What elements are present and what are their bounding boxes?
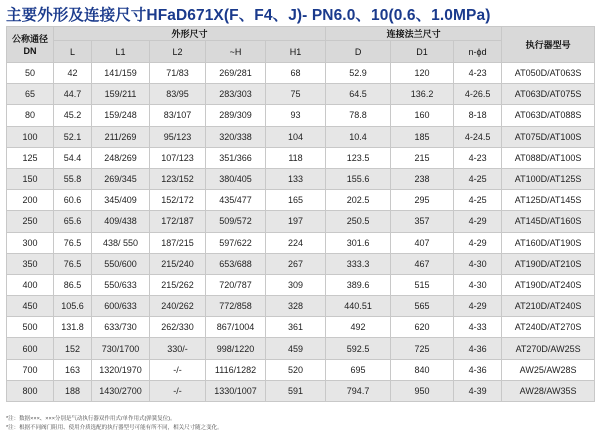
- table-cell: 54.4: [54, 147, 92, 168]
- table-cell: 185: [391, 126, 454, 147]
- footnote: *注：根据不同阀门阻用、使用介质选配的执行器型号可能有所不同，相关尺寸随之变化。: [6, 425, 223, 431]
- table-cell: AT160D/AT190S: [502, 232, 595, 253]
- table-cell: 800: [7, 380, 54, 401]
- table-cell: 4-29: [454, 232, 502, 253]
- table-cell: 52.1: [54, 126, 92, 147]
- table-cell: 52.9: [326, 63, 391, 84]
- table-cell: 152/172: [150, 190, 206, 211]
- table-cell: 591: [266, 380, 326, 401]
- table-cell: 435/477: [206, 190, 266, 211]
- table-cell: 400: [7, 274, 54, 295]
- table-cell: 467: [391, 253, 454, 274]
- table-cell: -/-: [150, 359, 206, 380]
- header-actuator-model: 执行器型号: [502, 27, 595, 63]
- table-cell: 867/1004: [206, 317, 266, 338]
- table-cell: 4-36: [454, 359, 502, 380]
- table-cell: 248/269: [92, 147, 150, 168]
- table-cell: 950: [391, 380, 454, 401]
- table-cell: 187/215: [150, 232, 206, 253]
- table-cell: AT088D/AT100S: [502, 147, 595, 168]
- table-cell: 150: [7, 168, 54, 189]
- table-cell: AT100D/AT125S: [502, 168, 595, 189]
- table-cell: 407: [391, 232, 454, 253]
- table-cell: 250.5: [326, 211, 391, 232]
- table-cell: 283/303: [206, 84, 266, 105]
- table-cell: 159/211: [92, 84, 150, 105]
- table-cell: 301.6: [326, 232, 391, 253]
- table-cell: AW28/AW35S: [502, 380, 595, 401]
- column-header: L: [54, 41, 92, 63]
- table-cell: 123/152: [150, 168, 206, 189]
- table-cell: 351/366: [206, 147, 266, 168]
- table-cell: 65: [7, 84, 54, 105]
- table-cell: 438/ 550: [92, 232, 150, 253]
- table-cell: 4-29: [454, 296, 502, 317]
- table-cell: 550/633: [92, 274, 150, 295]
- table-cell: 720/787: [206, 274, 266, 295]
- table-cell: 215: [391, 147, 454, 168]
- table-cell: 125: [7, 147, 54, 168]
- table-cell: 300: [7, 232, 54, 253]
- table-cell: 71/83: [150, 63, 206, 84]
- table-cell: AT125D/AT145S: [502, 190, 595, 211]
- dimension-table: [6, 26, 595, 402]
- table-cell: 440.51: [326, 296, 391, 317]
- table-cell: 76.5: [54, 253, 92, 274]
- table-cell: 50: [7, 63, 54, 84]
- table-cell: 155.6: [326, 168, 391, 189]
- table-cell: 380/405: [206, 168, 266, 189]
- table-cell: 10.4: [326, 126, 391, 147]
- table-cell: 152: [54, 338, 92, 359]
- column-header: ~H: [206, 41, 266, 63]
- header-flange-dimensions: 连接法兰尺寸: [326, 27, 502, 41]
- table-cell: 55.8: [54, 168, 92, 189]
- table-cell: AT063D/AT075S: [502, 84, 595, 105]
- table-cell: 289/309: [206, 105, 266, 126]
- table-cell: 4-39: [454, 380, 502, 401]
- table-cell: 45.2: [54, 105, 92, 126]
- table-cell: 600: [7, 338, 54, 359]
- table-cell: 4-30: [454, 253, 502, 274]
- table-cell: 269/345: [92, 168, 150, 189]
- table-cell: 565: [391, 296, 454, 317]
- table-cell: 100: [7, 126, 54, 147]
- table-cell: 215/240: [150, 253, 206, 274]
- table-cell: 597/622: [206, 232, 266, 253]
- table-cell: 262/330: [150, 317, 206, 338]
- table-cell: 83/107: [150, 105, 206, 126]
- table-cell: 333.3: [326, 253, 391, 274]
- table-row: [7, 147, 595, 168]
- table-cell: 4-26.5: [454, 84, 502, 105]
- table-cell: 794.7: [326, 380, 391, 401]
- table-cell: 93: [266, 105, 326, 126]
- table-cell: 998/1220: [206, 338, 266, 359]
- table-cell: 118: [266, 147, 326, 168]
- table-cell: 159/248: [92, 105, 150, 126]
- table-cell: AT075D/AT100S: [502, 126, 595, 147]
- table-cell: 357: [391, 211, 454, 232]
- table-cell: 76.5: [54, 232, 92, 253]
- table-cell: 211/269: [92, 126, 150, 147]
- table-cell: 240/262: [150, 296, 206, 317]
- table-cell: 136.2: [391, 84, 454, 105]
- table-cell: 500: [7, 317, 54, 338]
- table-cell: 42: [54, 63, 92, 84]
- table-cell: 4-25: [454, 190, 502, 211]
- table-cell: 133: [266, 168, 326, 189]
- table-cell: 1430/2700: [92, 380, 150, 401]
- table-cell: 450: [7, 296, 54, 317]
- table-cell: 197: [266, 211, 326, 232]
- table-cell: 269/281: [206, 63, 266, 84]
- table-row: [7, 63, 595, 84]
- column-header: D: [326, 41, 391, 63]
- table-cell: AW25/AW28S: [502, 359, 595, 380]
- table-cell: 459: [266, 338, 326, 359]
- table-row: [7, 126, 595, 147]
- table-cell: AT210D/AT240S: [502, 296, 595, 317]
- table-cell: 1116/1282: [206, 359, 266, 380]
- table-cell: AT190D/AT240S: [502, 274, 595, 295]
- header-outline-dimensions: 外形尺寸: [54, 27, 326, 41]
- table-cell: 163: [54, 359, 92, 380]
- table-cell: 509/572: [206, 211, 266, 232]
- table-cell: 104: [266, 126, 326, 147]
- table-cell: 141/159: [92, 63, 150, 84]
- table-cell: 330/-: [150, 338, 206, 359]
- table-cell: 4-33: [454, 317, 502, 338]
- column-header: L2: [150, 41, 206, 63]
- table-cell: 95/123: [150, 126, 206, 147]
- table-cell: 68: [266, 63, 326, 84]
- table-cell: AT190D/AT210S: [502, 253, 595, 274]
- table-cell: 700: [7, 359, 54, 380]
- table-cell: 83/95: [150, 84, 206, 105]
- table-cell: 64.5: [326, 84, 391, 105]
- table-cell: 215/262: [150, 274, 206, 295]
- table-cell: 107/123: [150, 147, 206, 168]
- table-row: [7, 380, 595, 401]
- footnotes: [6, 415, 223, 433]
- table-cell: 4-23: [454, 63, 502, 84]
- table-cell: 389.6: [326, 274, 391, 295]
- table-cell: 295: [391, 190, 454, 211]
- table-cell: 620: [391, 317, 454, 338]
- footnote: *注：数据×××、×××分别是气动执行器双作用式/单作用式(弹簧复位)。: [6, 416, 176, 422]
- table-cell: 772/858: [206, 296, 266, 317]
- table-cell: 4-29: [454, 211, 502, 232]
- table-cell: 633/730: [92, 317, 150, 338]
- table-cell: 653/688: [206, 253, 266, 274]
- page-title: 主要外形及连接尺寸HFaD671X(F、F4、J)- PN6.0、10(0.6、1.0MPa): [6, 7, 491, 24]
- table-cell: 600/633: [92, 296, 150, 317]
- table-row: [7, 253, 595, 274]
- table-cell: 4-24.5: [454, 126, 502, 147]
- table-cell: 361: [266, 317, 326, 338]
- table-cell: 1320/1970: [92, 359, 150, 380]
- table-cell: 78.8: [326, 105, 391, 126]
- table-cell: AT145D/AT160S: [502, 211, 595, 232]
- column-header: n-ϕd: [454, 41, 502, 63]
- table-cell: 320/338: [206, 126, 266, 147]
- column-header: H1: [266, 41, 326, 63]
- table-cell: 250: [7, 211, 54, 232]
- table-cell: 695: [326, 359, 391, 380]
- table-cell: AT240D/AT270S: [502, 317, 595, 338]
- table-row: [7, 190, 595, 211]
- table-cell: 8-18: [454, 105, 502, 126]
- table-cell: 86.5: [54, 274, 92, 295]
- table-cell: 123.5: [326, 147, 391, 168]
- table-cell: 328: [266, 296, 326, 317]
- table-cell: 345/409: [92, 190, 150, 211]
- table-cell: 200: [7, 190, 54, 211]
- table-row: [7, 359, 595, 380]
- table-cell: 165: [266, 190, 326, 211]
- table-cell: 224: [266, 232, 326, 253]
- table-cell: 309: [266, 274, 326, 295]
- table-cell: -/-: [150, 380, 206, 401]
- table-row: [7, 232, 595, 253]
- table-cell: 267: [266, 253, 326, 274]
- table-row: [7, 105, 595, 126]
- table-cell: AT270D/AW25S: [502, 338, 595, 359]
- table-cell: 160: [391, 105, 454, 126]
- table-row: [7, 274, 595, 295]
- table-row: [7, 317, 595, 338]
- table-cell: 188: [54, 380, 92, 401]
- table-cell: 65.6: [54, 211, 92, 232]
- table-cell: 75: [266, 84, 326, 105]
- table-cell: 238: [391, 168, 454, 189]
- table-cell: AT063D/AT088S: [502, 105, 595, 126]
- column-header: L1: [92, 41, 150, 63]
- table-cell: 409/438: [92, 211, 150, 232]
- table-cell: 4-25: [454, 168, 502, 189]
- table-cell: 725: [391, 338, 454, 359]
- table-cell: 202.5: [326, 190, 391, 211]
- table-cell: 515: [391, 274, 454, 295]
- table-cell: 172/187: [150, 211, 206, 232]
- table-cell: 492: [326, 317, 391, 338]
- table-row: [7, 168, 595, 189]
- table-cell: 4-23: [454, 147, 502, 168]
- table-cell: 592.5: [326, 338, 391, 359]
- table-cell: 550/600: [92, 253, 150, 274]
- table-row: [7, 84, 595, 105]
- table-cell: 4-30: [454, 274, 502, 295]
- table-cell: 131.8: [54, 317, 92, 338]
- column-header: D1: [391, 41, 454, 63]
- table-cell: 80: [7, 105, 54, 126]
- table-cell: 1330/1007: [206, 380, 266, 401]
- table-cell: 730/1700: [92, 338, 150, 359]
- table-cell: 105.6: [54, 296, 92, 317]
- table-cell: 60.6: [54, 190, 92, 211]
- header-dn: 公称通径 DN: [7, 27, 54, 63]
- table-cell: 840: [391, 359, 454, 380]
- table-cell: 44.7: [54, 84, 92, 105]
- table-row: [7, 296, 595, 317]
- table-cell: 520: [266, 359, 326, 380]
- table-cell: 4-36: [454, 338, 502, 359]
- table-cell: 120: [391, 63, 454, 84]
- table-cell: 350: [7, 253, 54, 274]
- table-row: [7, 211, 595, 232]
- table-cell: AT050D/AT063S: [502, 63, 595, 84]
- table-row: [7, 338, 595, 359]
